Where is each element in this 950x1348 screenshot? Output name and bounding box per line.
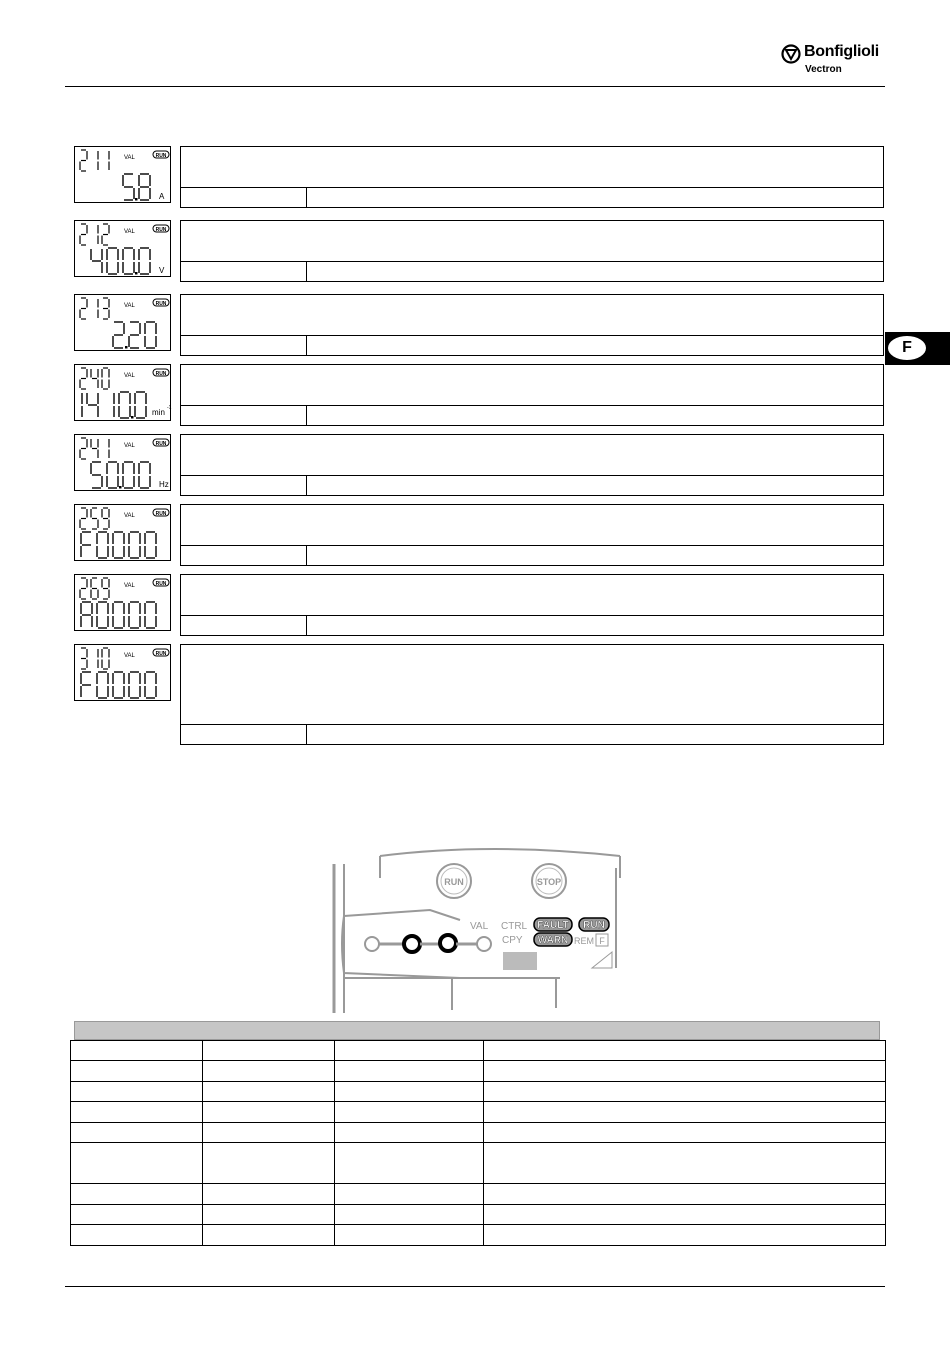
company-logo [781,43,891,79]
table-row [71,1082,886,1102]
parameter-detail-cell [307,187,883,207]
lcd-decimal-point [131,416,134,419]
table-cell [203,1123,335,1143]
table-cell [484,1102,886,1123]
chapter-tab-letter: F [902,339,912,356]
panel-run-button: RUN [444,877,464,887]
lcd-decimal-point [135,272,138,275]
table-row [71,1123,886,1143]
panel-run-indicator: RUN [583,920,605,931]
panel-stop-button: STOP [536,877,562,887]
parameter-display-213 [74,294,171,351]
parameter-description-box [180,294,884,356]
table-cell [203,1205,335,1225]
table-cell [203,1082,335,1102]
parameter-detail-cell [307,545,883,565]
chapter-tab [885,332,950,365]
lcd-run-label: RUN [155,371,167,377]
table-row [71,1143,886,1184]
table-cell [203,1143,335,1184]
table-cell [71,1082,203,1102]
lcd-val-label: VAL [124,373,135,379]
table-cell [203,1102,335,1123]
parameter-display-259 [74,504,171,561]
table-cell [335,1184,484,1205]
parameter-range-cell [181,615,307,635]
lcd-run-label: RUN [155,153,167,159]
table-header-bar [74,1021,880,1040]
parameter-range-cell [181,335,307,355]
lcd-unit: Hz [159,480,169,489]
lcd-unit: A [159,192,165,201]
table-cell [71,1225,203,1246]
parameter-detail-cell [307,335,883,355]
table-cell [335,1225,484,1246]
table-row [71,1102,886,1123]
table-cell [335,1143,484,1184]
lcd-run-label: RUN [155,301,167,307]
lcd-run-label: RUN [155,511,167,517]
parameter-description-box [180,574,884,636]
parameter-display-241 [74,434,171,491]
lcd-val-label: VAL [124,653,135,659]
panel-fault-indicator: FAULT [537,920,569,931]
lcd-unit: V [159,266,165,275]
table-row [71,1225,886,1246]
parameter-description-box [180,220,884,282]
table-cell [484,1041,886,1061]
table-cell [71,1061,203,1082]
parameter-range-cell [181,405,307,425]
lcd-val-label: VAL [124,229,135,235]
panel-copy-label: CPY [502,935,523,946]
lcd-val-label: VAL [124,583,135,589]
logo-emblem-icon [781,44,801,64]
table-cell [484,1082,886,1102]
lcd-decimal-point [125,346,128,349]
table-cell [484,1061,886,1082]
panel-rem-label: REM [574,936,594,946]
parameter-description-box [180,504,884,566]
parameter-range-cell [181,724,307,744]
parameter-display-310 [74,644,171,701]
parameter-display-211 [74,146,171,203]
table-cell [335,1205,484,1225]
parameter-display-212 [74,220,171,277]
lcd-val-label: VAL [124,513,135,519]
table-cell [203,1225,335,1246]
parameter-detail-cell [307,724,883,744]
table-cell [203,1061,335,1082]
parameter-display-240 [74,364,171,421]
parameter-range-cell [181,545,307,565]
table-cell [71,1205,203,1225]
panel-f-label: F [599,936,605,946]
parameter-detail-cell [307,261,883,281]
lcd-decimal-point [119,486,122,489]
parameter-range-cell [181,475,307,495]
parameter-display-269 [74,574,171,631]
control-panel-illustration [330,848,625,1013]
parameter-range-cell [181,187,307,207]
parameter-detail-cell [307,615,883,635]
table-cell [335,1061,484,1082]
table-cell [484,1143,886,1184]
table-cell [203,1041,335,1061]
lcd-run-label: RUN [155,581,167,587]
table-cell [484,1184,886,1205]
lcd-val-label: VAL [124,303,135,309]
table-cell [484,1205,886,1225]
panel-warn-indicator: WARN [537,935,569,946]
lcd-unit-exponent: -1 [167,405,172,411]
data-table [70,1040,886,1246]
table-row [71,1061,886,1082]
parameter-detail-cell [307,475,883,495]
lcd-val-label: VAL [124,155,135,161]
header-rule [65,86,885,87]
parameter-range-cell [181,261,307,281]
table-cell [335,1123,484,1143]
lcd-unit: min [152,408,165,417]
lcd-val-label: VAL [124,443,135,449]
parameter-description-box [180,364,884,426]
lcd-run-label: RUN [155,441,167,447]
lcd-decimal-point [135,198,138,201]
table-cell [71,1184,203,1205]
parameter-description-box [180,434,884,496]
footer-rule [65,1286,885,1287]
table-row [71,1041,886,1061]
parameter-detail-cell [307,405,883,425]
table-row [71,1205,886,1225]
panel-val-label: VAL [470,921,489,932]
brand-name: Bonfiglioli [804,43,879,60]
table-cell [203,1184,335,1205]
table-row [71,1184,886,1205]
table-cell [71,1123,203,1143]
table-cell [71,1143,203,1184]
lcd-run-label: RUN [155,227,167,233]
table-cell [484,1123,886,1143]
parameter-description-box [180,644,884,745]
brand-subtitle: Vectron [805,64,842,75]
control-panel-svg [330,848,625,1013]
table-cell [335,1082,484,1102]
table-cell [335,1102,484,1123]
table-cell [335,1041,484,1061]
table-cell [484,1225,886,1246]
parameter-description-box [180,146,884,208]
lcd-run-label: RUN [155,651,167,657]
table-cell [71,1041,203,1061]
panel-ctrl-label: CTRL [501,921,528,932]
table-cell [71,1102,203,1123]
